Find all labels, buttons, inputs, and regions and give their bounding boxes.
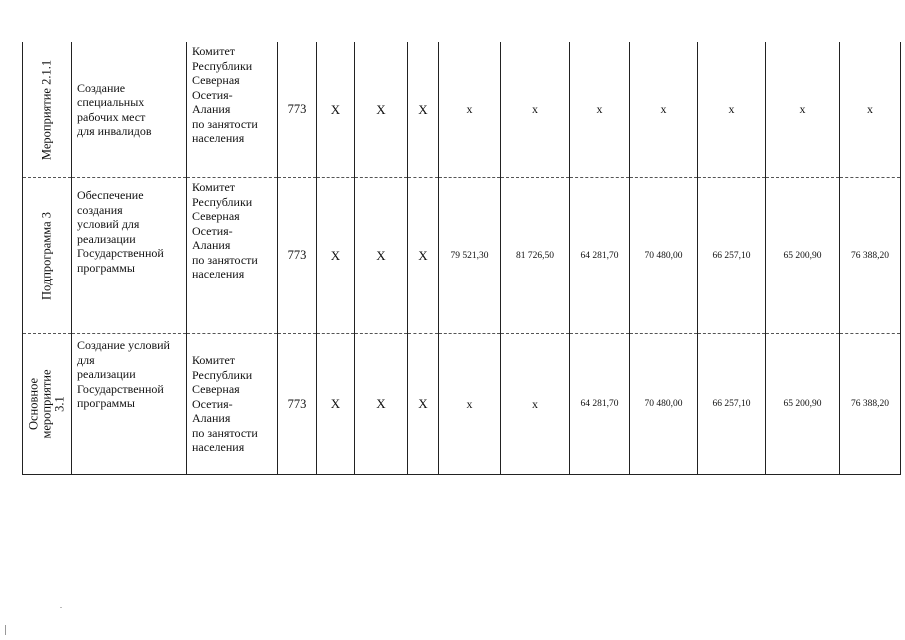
amount-cell: х <box>840 42 901 178</box>
activity-name-line: Государственной <box>77 246 164 260</box>
activity-name-line: рабочих мест <box>77 109 146 124</box>
amount-cell: 65 200,90 <box>766 334 840 475</box>
executor-line: Комитет <box>192 353 236 368</box>
row-level-label <box>41 59 54 159</box>
amount-cell: х <box>501 42 570 178</box>
executor-line: Северная <box>192 209 240 223</box>
activity-name-line: условий для <box>77 217 140 231</box>
table-row <box>23 178 901 334</box>
row-level-line: мероприятие <box>39 369 54 439</box>
executor-line: по занятости <box>192 116 258 131</box>
classifier-cell: Х <box>408 334 439 475</box>
executor-line: Осетия- <box>192 87 233 102</box>
budget-code-cell: 773 <box>278 178 317 334</box>
scan-margin-mark <box>5 625 6 635</box>
row-level-line: Основное <box>26 377 41 431</box>
table-row <box>23 334 901 475</box>
executor-line: населения <box>192 267 245 281</box>
activity-name-line: реализации <box>77 367 136 381</box>
amount-cell: 64 281,70 <box>570 334 630 475</box>
executor-line: по занятости <box>192 425 258 440</box>
amount-cell: 66 257,10 <box>698 334 766 475</box>
activity-name-line: для инвалидов <box>77 124 152 138</box>
classifier-cell: Х <box>408 178 439 334</box>
activity-name-line: реализации <box>77 231 136 246</box>
activity-name-line: программы <box>77 396 135 410</box>
classifier-cell: Х <box>355 42 408 178</box>
table-body <box>23 42 901 475</box>
classifier-cell: Х <box>355 178 408 334</box>
activity-name-line: для <box>77 352 95 367</box>
amount-cell: х <box>698 42 766 178</box>
row-level-cell <box>23 42 72 178</box>
executor-line: населения <box>192 131 245 145</box>
executor-line: Республики <box>192 58 253 73</box>
executor-cell <box>187 334 278 475</box>
amount-cell: 76 388,20 <box>840 178 901 334</box>
amount-cell: 65 200,90 <box>766 178 840 334</box>
executor-line: Осетия- <box>192 396 233 411</box>
amount-cell: х <box>630 42 698 178</box>
row-level-line: Подпрограмма 3 <box>39 211 54 300</box>
executor-line: Алания <box>192 102 231 116</box>
activity-name-cell <box>72 42 187 178</box>
row-level-line: 3.1 <box>52 396 67 412</box>
amount-cell: х <box>501 334 570 475</box>
table-row <box>23 42 901 178</box>
amount-cell: х <box>766 42 840 178</box>
executor-line: Алания <box>192 238 231 252</box>
row-level-cell <box>23 334 72 475</box>
amount-cell: х <box>439 334 501 475</box>
row-level-cell <box>23 178 72 334</box>
activity-name-line: специальных <box>77 95 145 109</box>
classifier-cell: Х <box>317 334 355 475</box>
classifier-cell: Х <box>317 178 355 334</box>
budget-table <box>22 42 901 475</box>
executor-line: Алания <box>192 411 231 426</box>
amount-cell: 70 480,00 <box>630 178 698 334</box>
classifier-cell: Х <box>317 42 355 178</box>
activity-name-line: создания <box>77 202 123 217</box>
row-level-label <box>41 211 54 299</box>
executor-cell <box>187 178 278 334</box>
amount-cell: 76 388,20 <box>840 334 901 475</box>
executor-line: Республики <box>192 367 253 382</box>
executor-line: Комитет <box>192 44 236 58</box>
scan-speck <box>60 607 62 608</box>
activity-name-line: Создание <box>77 80 126 95</box>
executor-cell <box>187 42 278 178</box>
amount-cell: 79 521,30 <box>439 178 501 334</box>
activity-name-line: программы <box>77 260 135 275</box>
budget-code-cell: 773 <box>278 334 317 475</box>
executor-line: по занятости <box>192 252 258 267</box>
executor-line: Комитет <box>192 180 236 194</box>
classifier-cell: Х <box>355 334 408 475</box>
executor-line: Северная <box>192 382 240 397</box>
executor-line: Осетия- <box>192 223 233 238</box>
amount-cell: х <box>570 42 630 178</box>
activity-name-cell <box>72 178 187 334</box>
amount-cell: х <box>439 42 501 178</box>
classifier-cell: Х <box>408 42 439 178</box>
activity-name-line: Обеспечение <box>77 188 144 202</box>
executor-line: Северная <box>192 73 240 87</box>
executor-line: Республики <box>192 194 253 209</box>
row-level-line: Мероприятие 2.1.1 <box>39 59 54 160</box>
budget-code-cell: 773 <box>278 42 317 178</box>
activity-name-cell <box>72 334 187 475</box>
executor-line: населения <box>192 440 245 455</box>
amount-cell: 64 281,70 <box>570 178 630 334</box>
amount-cell: 66 257,10 <box>698 178 766 334</box>
activity-name-line: Государственной <box>77 381 164 396</box>
amount-cell: 81 726,50 <box>501 178 570 334</box>
amount-cell: 70 480,00 <box>630 334 698 475</box>
activity-name-line: Создание условий <box>77 338 170 352</box>
row-level-label <box>28 369 67 438</box>
